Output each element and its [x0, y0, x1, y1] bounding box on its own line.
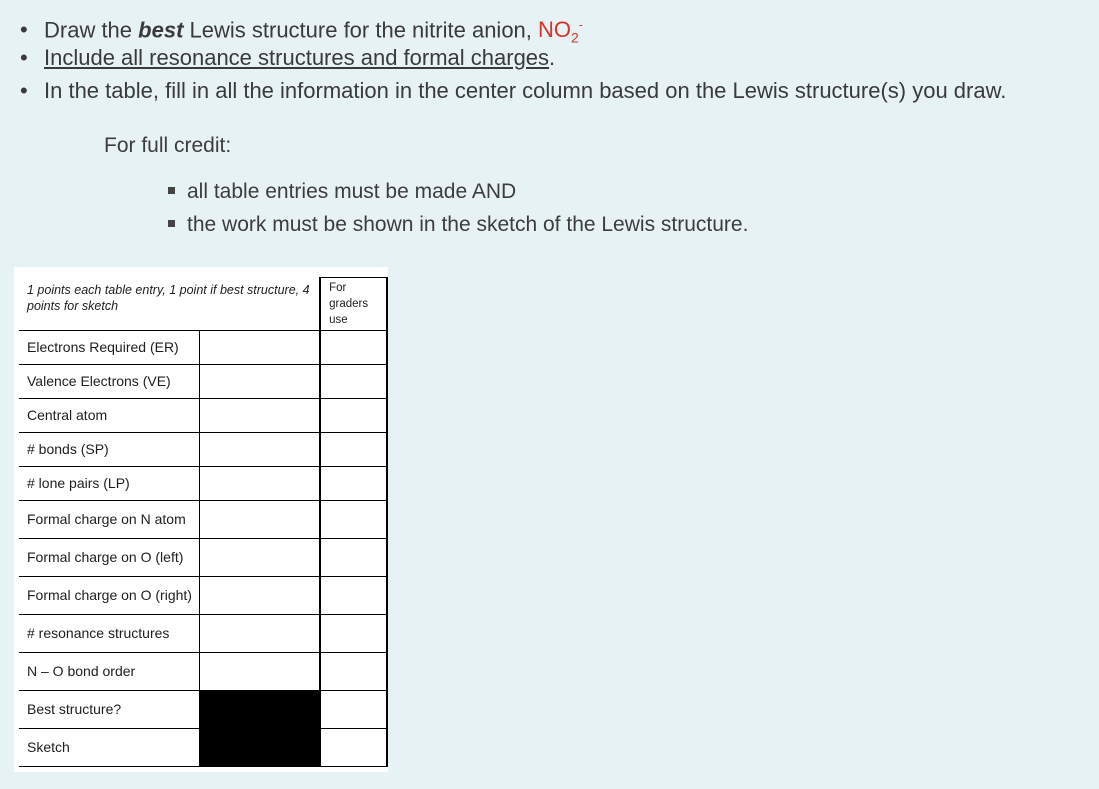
table-row: [19, 652, 387, 690]
blacked-out-cell: [200, 690, 320, 728]
table-row: [19, 466, 387, 500]
row-label: Formal charge on O (left): [19, 538, 200, 576]
answer-cell[interactable]: [200, 330, 320, 364]
row-label: # bonds (SP): [19, 432, 200, 466]
answer-cell[interactable]: [200, 576, 320, 614]
bullet-icon: •: [20, 78, 28, 103]
grading-table: [19, 277, 388, 767]
instruction-text: Include all resonance structures and formal charges: [44, 45, 550, 70]
table-row: [19, 398, 387, 432]
table-row: [19, 432, 387, 466]
answer-cell[interactable]: [200, 466, 320, 500]
grader-cell: [320, 398, 387, 432]
bullet-icon: •: [20, 17, 28, 43]
table-header-row: [19, 278, 387, 331]
grader-cell: [320, 432, 387, 466]
answer-cell[interactable]: [200, 538, 320, 576]
instruction-text: Lewis structure for the nitrite anion,: [183, 17, 539, 43]
square-bullet-icon: [168, 187, 175, 194]
row-label: N – O bond order: [19, 652, 200, 690]
answer-cell[interactable]: [200, 364, 320, 398]
grader-cell: [320, 364, 387, 398]
row-label: Electrons Required (ER): [19, 330, 200, 364]
emphasis-text: best: [138, 17, 184, 43]
answer-cell[interactable]: [200, 398, 320, 432]
table-header-graders: For graders use: [320, 278, 387, 331]
table-header-instructions: 1 points each table entry, 1 point if best structure, 4 points for sketch: [19, 278, 320, 331]
table-row: [19, 690, 387, 728]
row-label: Central atom: [19, 398, 200, 432]
grading-table-container: [14, 267, 388, 772]
instruction-text: Draw the: [44, 17, 139, 43]
table-row: [19, 576, 387, 614]
row-label: # resonance structures: [19, 614, 200, 652]
blacked-out-cell: [200, 728, 320, 766]
answer-cell[interactable]: [200, 614, 320, 652]
table-row: [19, 364, 387, 398]
grader-cell: [320, 614, 387, 652]
grader-cell: [320, 728, 387, 766]
table-row: [19, 500, 387, 538]
credit-item-2: the work must be shown in the sketch of the Lewis structure.: [168, 213, 748, 237]
table-row: [19, 728, 387, 766]
answer-cell[interactable]: [200, 500, 320, 538]
nitrite-formula: $NO_2^-$: [538, 17, 583, 46]
grader-cell: [320, 690, 387, 728]
instruction-text: In the table, fill in all the information in the center column based on the Lewis structure(s) you draw.: [44, 78, 1007, 103]
row-label: Formal charge on O (right): [19, 576, 200, 614]
grader-cell: [320, 466, 387, 500]
row-label: Formal charge on N atom: [19, 500, 200, 538]
instruction-item-3: [20, 78, 1006, 104]
table-row: [19, 330, 387, 364]
grader-cell: [320, 330, 387, 364]
grader-cell: [320, 576, 387, 614]
table-row: [19, 614, 387, 652]
grader-cell: [320, 500, 387, 538]
row-label: # lone pairs (LP): [19, 466, 200, 500]
answer-cell[interactable]: [200, 432, 320, 466]
credit-heading: For full credit:: [104, 134, 232, 157]
square-bullet-icon: [168, 220, 175, 227]
instruction-item-2: • Include all resonance structures and formal charges.: [20, 45, 556, 70]
grader-cell: [320, 652, 387, 690]
row-label: Best structure?: [19, 690, 200, 728]
row-label: Valence Electrons (VE): [19, 364, 200, 398]
credit-item-1: all table entries must be made AND: [168, 180, 516, 204]
row-label: Sketch: [19, 728, 200, 766]
answer-cell[interactable]: [200, 652, 320, 690]
grader-cell: [320, 538, 387, 576]
table-row: [19, 538, 387, 576]
bullet-icon: •: [20, 45, 28, 70]
